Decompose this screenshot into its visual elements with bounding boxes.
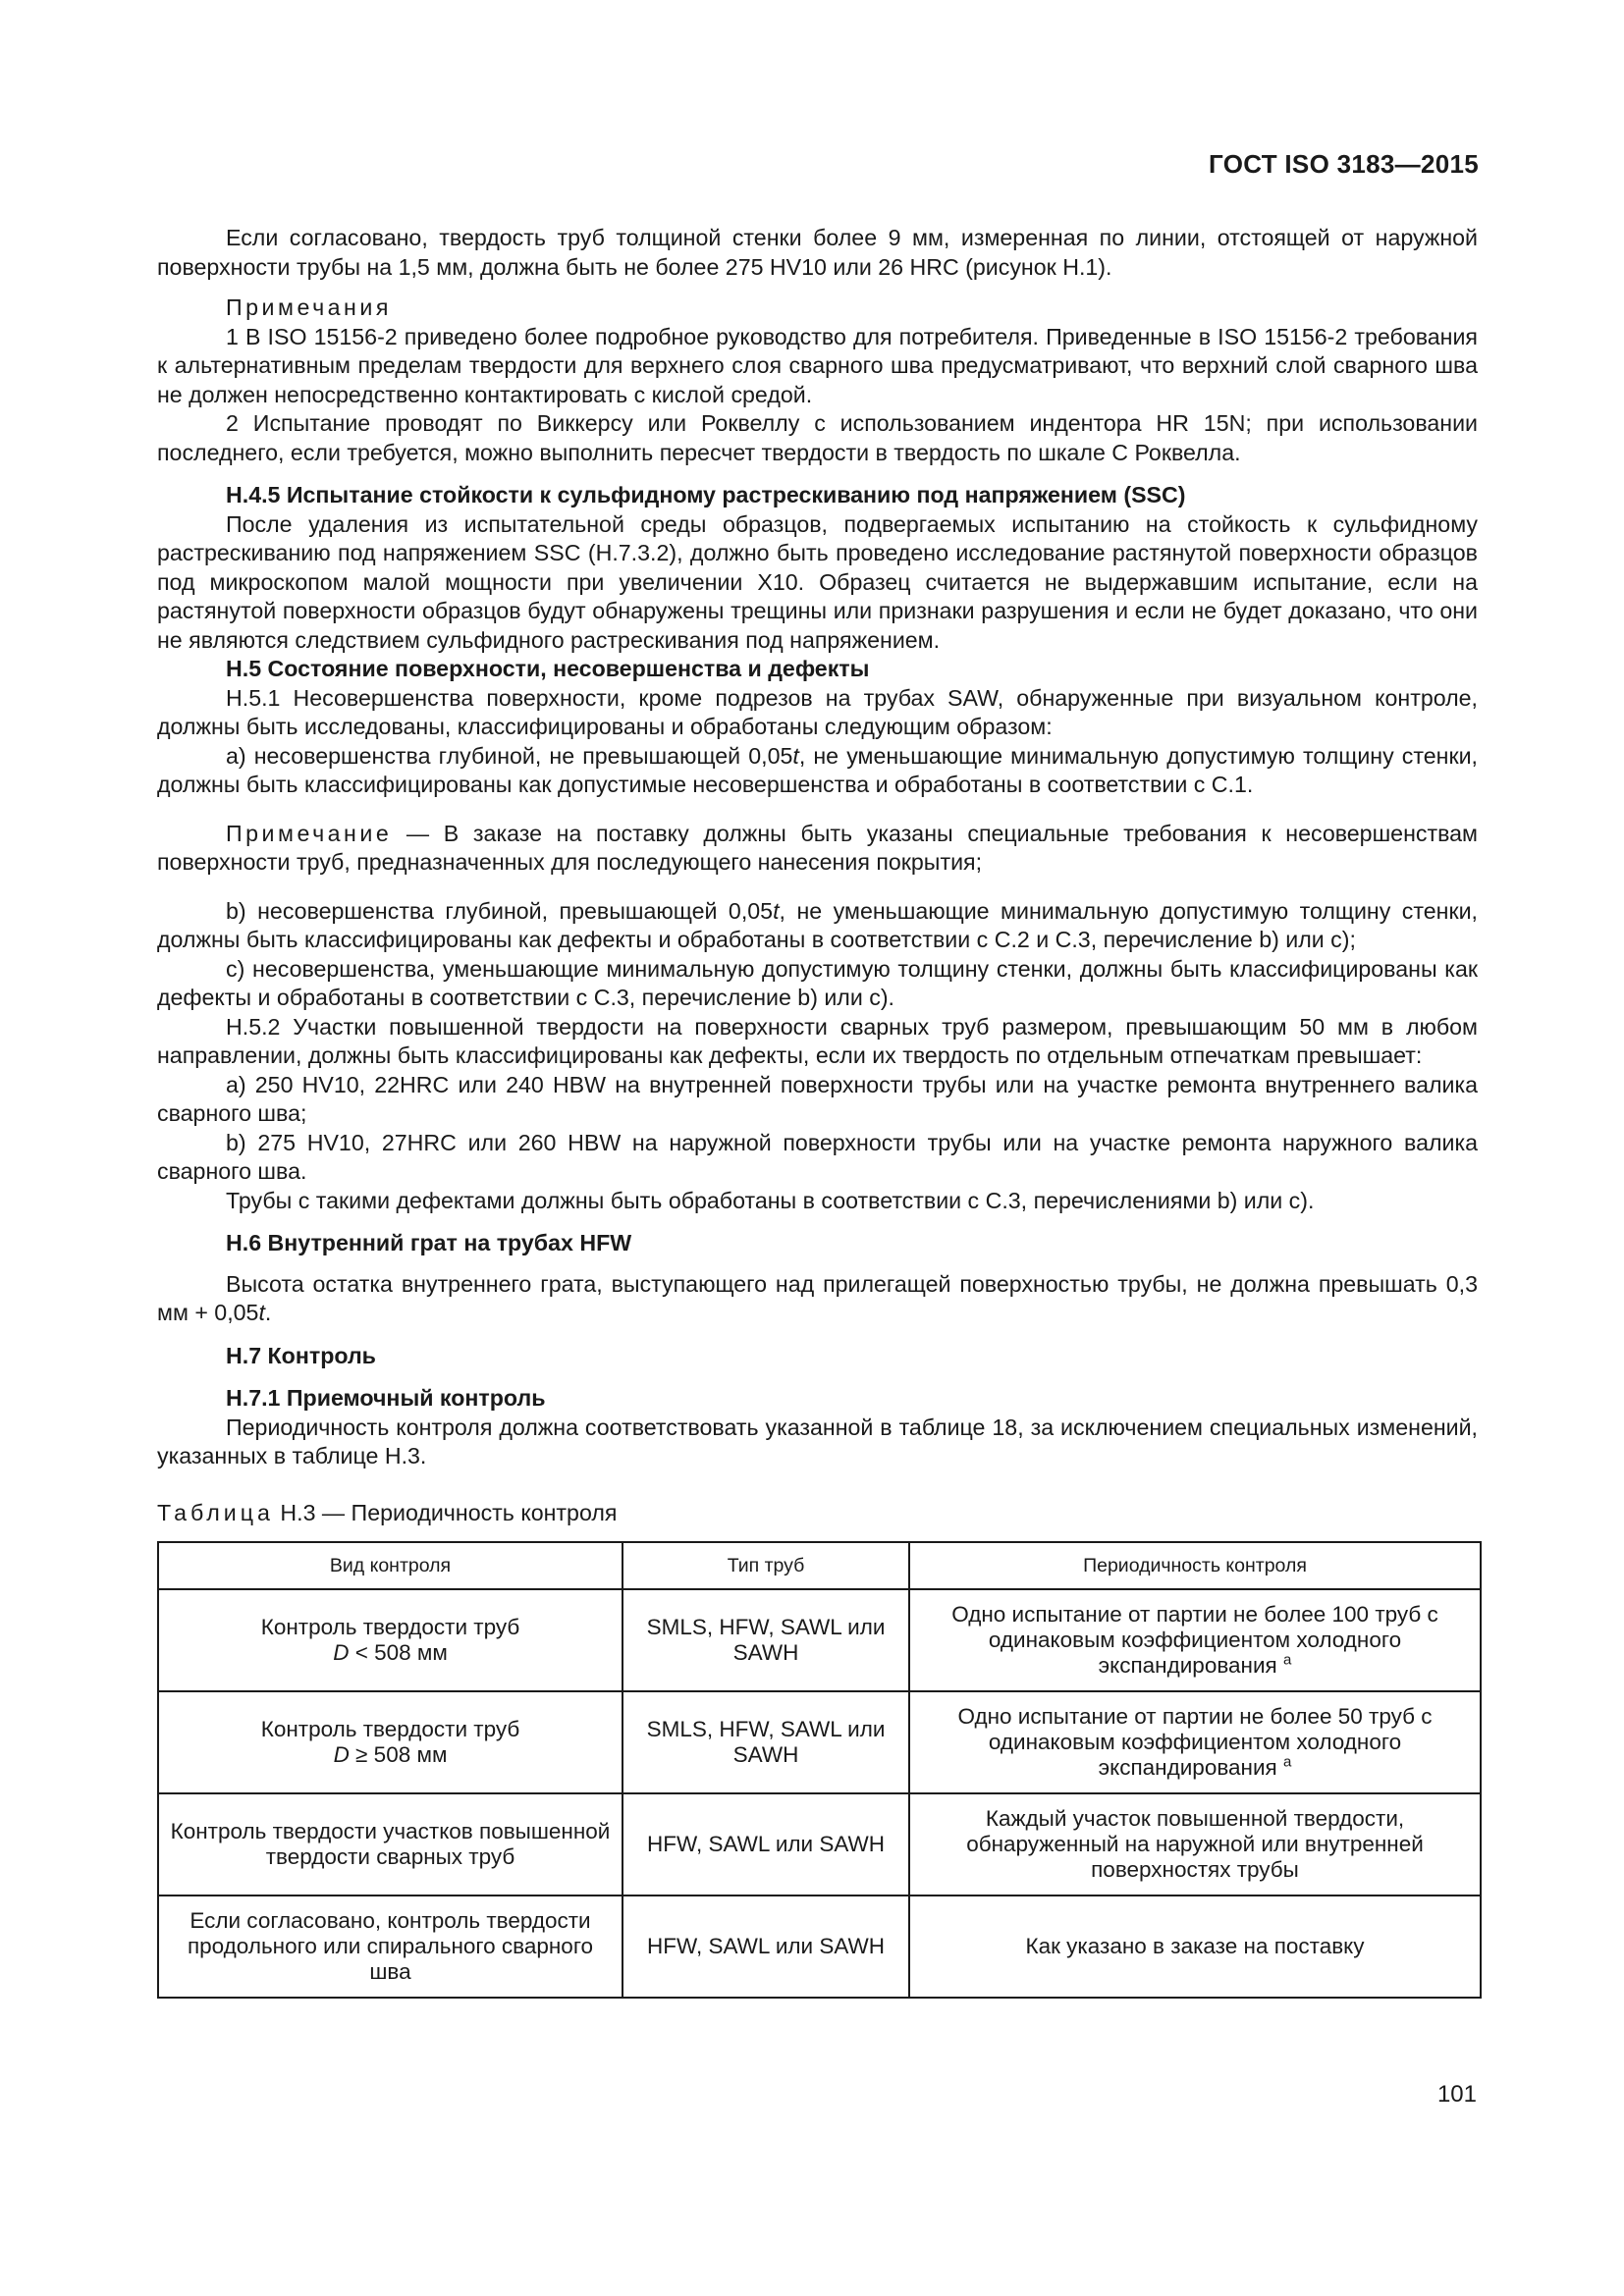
paragraph-h-5-2-a: а) 250 HV10, 22HRC или 240 HBW на внутренней поверхности трубы или на участке ремонта внутреннего валика сварного шва; [157,1071,1478,1126]
h6-text-end: . [264,1300,272,1325]
paragraph-h-5-2: Н.5.2 Участки повышенной твердости на поверхности сварных труб размером, превышающим 50 мм в любом направлении, должны быть классифицированы как дефекты, если их твердость по отдельным отпечаткам превышает: [157,1013,1478,1068]
column-header-inspection-type: Вид контроля [158,1542,623,1589]
document-body [157,224,1478,1999]
page-number: 101 [1436,2081,1477,2108]
item-b-text-start: b) несовершенства глубиной, превышающей 0,05 [226,897,774,924]
inspection-frequency-table [157,1541,1482,1999]
table-cell-inspection-type [158,1691,623,1793]
cell-text: < 508 мм [349,1640,448,1665]
table-row [158,1793,1481,1896]
section-heading-h-6: Н.6 Внутренний грат на трубах HFW [226,1230,632,1255]
section-heading-h-7: Н.7 Контроль [226,1342,376,1368]
table-row [158,1896,1481,1998]
paragraph-h-5-2-end: Трубы с такими дефектами должны быть обработаны в соответствии с С.3, перечислениями b) или с). [226,1187,1315,1213]
table-cell-pipe-type: SMLS, HFW, SAWL или SAWH [623,1691,909,1793]
table-cell-frequency: Каждый участок повышенной твердости, обнаруженный на наружной или внутренней поверхностях трубы [909,1793,1481,1896]
cell-text: Одно испытание от партии не более 50 труб с одинаковым коэффициентом холодного экспандирования [957,1704,1433,1780]
variable-t: t [792,742,799,769]
table-cell-frequency: Как указано в заказе на поставку [909,1896,1481,1998]
table-caption-text: Н.3 — Периодичность контроля [280,1499,618,1525]
cell-text: Контроль твердости труб [260,1615,520,1639]
paragraph-h-5-1-b [157,897,1478,955]
table-caption [157,1499,1478,1528]
table-cell-inspection-type: Если согласовано, контроль твердости продольного или спирального сварного шва [158,1896,623,1998]
section-heading-h-7-1: Н.7.1 Приемочный контроль [226,1385,546,1411]
paragraph-h-5-1-c: с) несовершенства, уменьшающие минимальную допустимую толщину стенки, должны быть классифицированы как дефекты и обработаны в соответствии с С.3, перечисление b) или с). [157,955,1478,1010]
table-caption-label: Таблица [157,1499,274,1525]
note-2: 2 Испытание проводят по Виккерсу или Роквеллу с использованием индентора HR 15N; при использовании последнего, если требуется, можно выполнить пересчет твердости в твердость по шкале С Роквелла. [157,410,1478,465]
paragraph-h-4-5: После удаления из испытательной среды образцов, подвергаемых испытанию на стойкость к сульфидному растрескиванию под напряжением SSC (Н.7.3.2), должно быть проведено исследование растянутой поверхности образцов под микроскопом малой мощности при увеличении X10. Образец считается не выдержавшим испытание, если на растянутой поверхности образцов будут обнаружены трещины или признаки разрушения и если не будет доказано, что они не являются следствием сульфидного растрескивания под напряжением. [157,510,1478,653]
footnote-marker: a [1283,1651,1292,1669]
table-cell-pipe-type: SMLS, HFW, SAWL или SAWH [623,1589,909,1691]
table-cell-pipe-type: HFW, SAWL или SAWH [623,1896,909,1998]
note-1: 1 В ISO 15156-2 приведено более подробное руководство для потребителя. Приведенные в ISO 15156-2 требования к альтернативным пределам твердости для верхнего слоя сварного шва предусматривают, что верхний слой сварного шва не должен непосредственно контактировать с кислой средой. [157,323,1478,407]
section-heading-h-5: Н.5 Состояние поверхности, несовершенства и дефекты [226,656,870,681]
h6-text-start: Высота остатка внутреннего грата, выступающего над прилегащей поверхностью трубы, не должна превышать 0,3 мм + 0,05 [157,1270,1478,1325]
item-a-text-end: , не уменьшающие минимальную допустимую толщину стенки, должны быть классифицированы как допустимые несовершенства и обработаны в соответствии с С.1. [157,742,1478,797]
table-cell-inspection-type [158,1589,623,1691]
item-b-text-end: , не уменьшающие минимальную допустимую толщину стенки, должны быть классифицированы как дефекты и обработаны в соответствии с С.2 и С.3, перечисление b) или с); [157,897,1478,952]
standard-header: ГОСТ ISO 3183—2015 [1209,149,1479,179]
paragraph-h-5-2-b: b) 275 HV10, 27HRC или 260 HBW на наружной поверхности трубы или на участке ремонта наружного валика сварного шва. [157,1129,1478,1184]
note-label: Примечание [226,820,393,846]
cell-text: Контроль твердости труб [260,1717,520,1741]
table-row [158,1691,1481,1793]
note-coating-text: — В заказе на поставку должны быть указаны специальные требования к несовершенствам поверхности труб, предназначенных для последующего нанесения покрытия; [157,820,1478,875]
section-heading-h-4-5: Н.4.5 Испытание стойкости к сульфидному растрескиванию под напряжением (SSC) [226,482,1186,507]
column-header-pipe-type: Тип труб [623,1542,909,1589]
table-cell-inspection-type: Контроль твердости участков повышенной твердости сварных труб [158,1793,623,1896]
paragraph-h-5-1: Н.5.1 Несовершенства поверхности, кроме подрезов на трубах SAW, обнаруженные при визуальном контроле, должны быть исследованы, классифицированы и обработаны следующим образом: [157,684,1478,739]
table-cell-frequency [909,1691,1481,1793]
paragraph-h-6 [157,1270,1478,1328]
table-row [158,1589,1481,1691]
notes-label-text: Примечания [226,294,392,320]
table-header-row [158,1542,1481,1589]
notes-label [157,294,1478,323]
paragraph-h-7-1: Периодичность контроля должна соответствовать указанной в таблице 18, за исключением специальных изменений, указанных в таблице Н.3. [157,1414,1478,1468]
variable-d: D [333,1640,350,1665]
variable-d: D [333,1742,350,1767]
paragraph-hardness-thick-wall: Если согласовано, твердость труб толщиной стенки более 9 мм, измеренная по линии, отстоящей от наружной поверхности трубы на 1,5 мм, должна быть не более 275 HV10 или 26 HRC (рисунок Н.1). [157,225,1478,280]
paragraph-h-5-1-a [157,742,1478,800]
cell-text: Одно испытание от партии не более 100 труб с одинаковым коэффициентом холодного экспандирования [951,1602,1438,1678]
cell-text: ≥ 508 мм [349,1742,448,1767]
table-cell-pipe-type: HFW, SAWL или SAWH [623,1793,909,1896]
footnote-marker: a [1283,1753,1292,1771]
variable-t: t [258,1300,265,1325]
table-cell-frequency [909,1589,1481,1691]
variable-t: t [773,897,780,924]
note-coating [157,820,1478,878]
column-header-frequency: Периодичность контроля [909,1542,1481,1589]
item-a-text-start: а) несовершенства глубиной, не превышающей 0,05 [226,742,793,769]
